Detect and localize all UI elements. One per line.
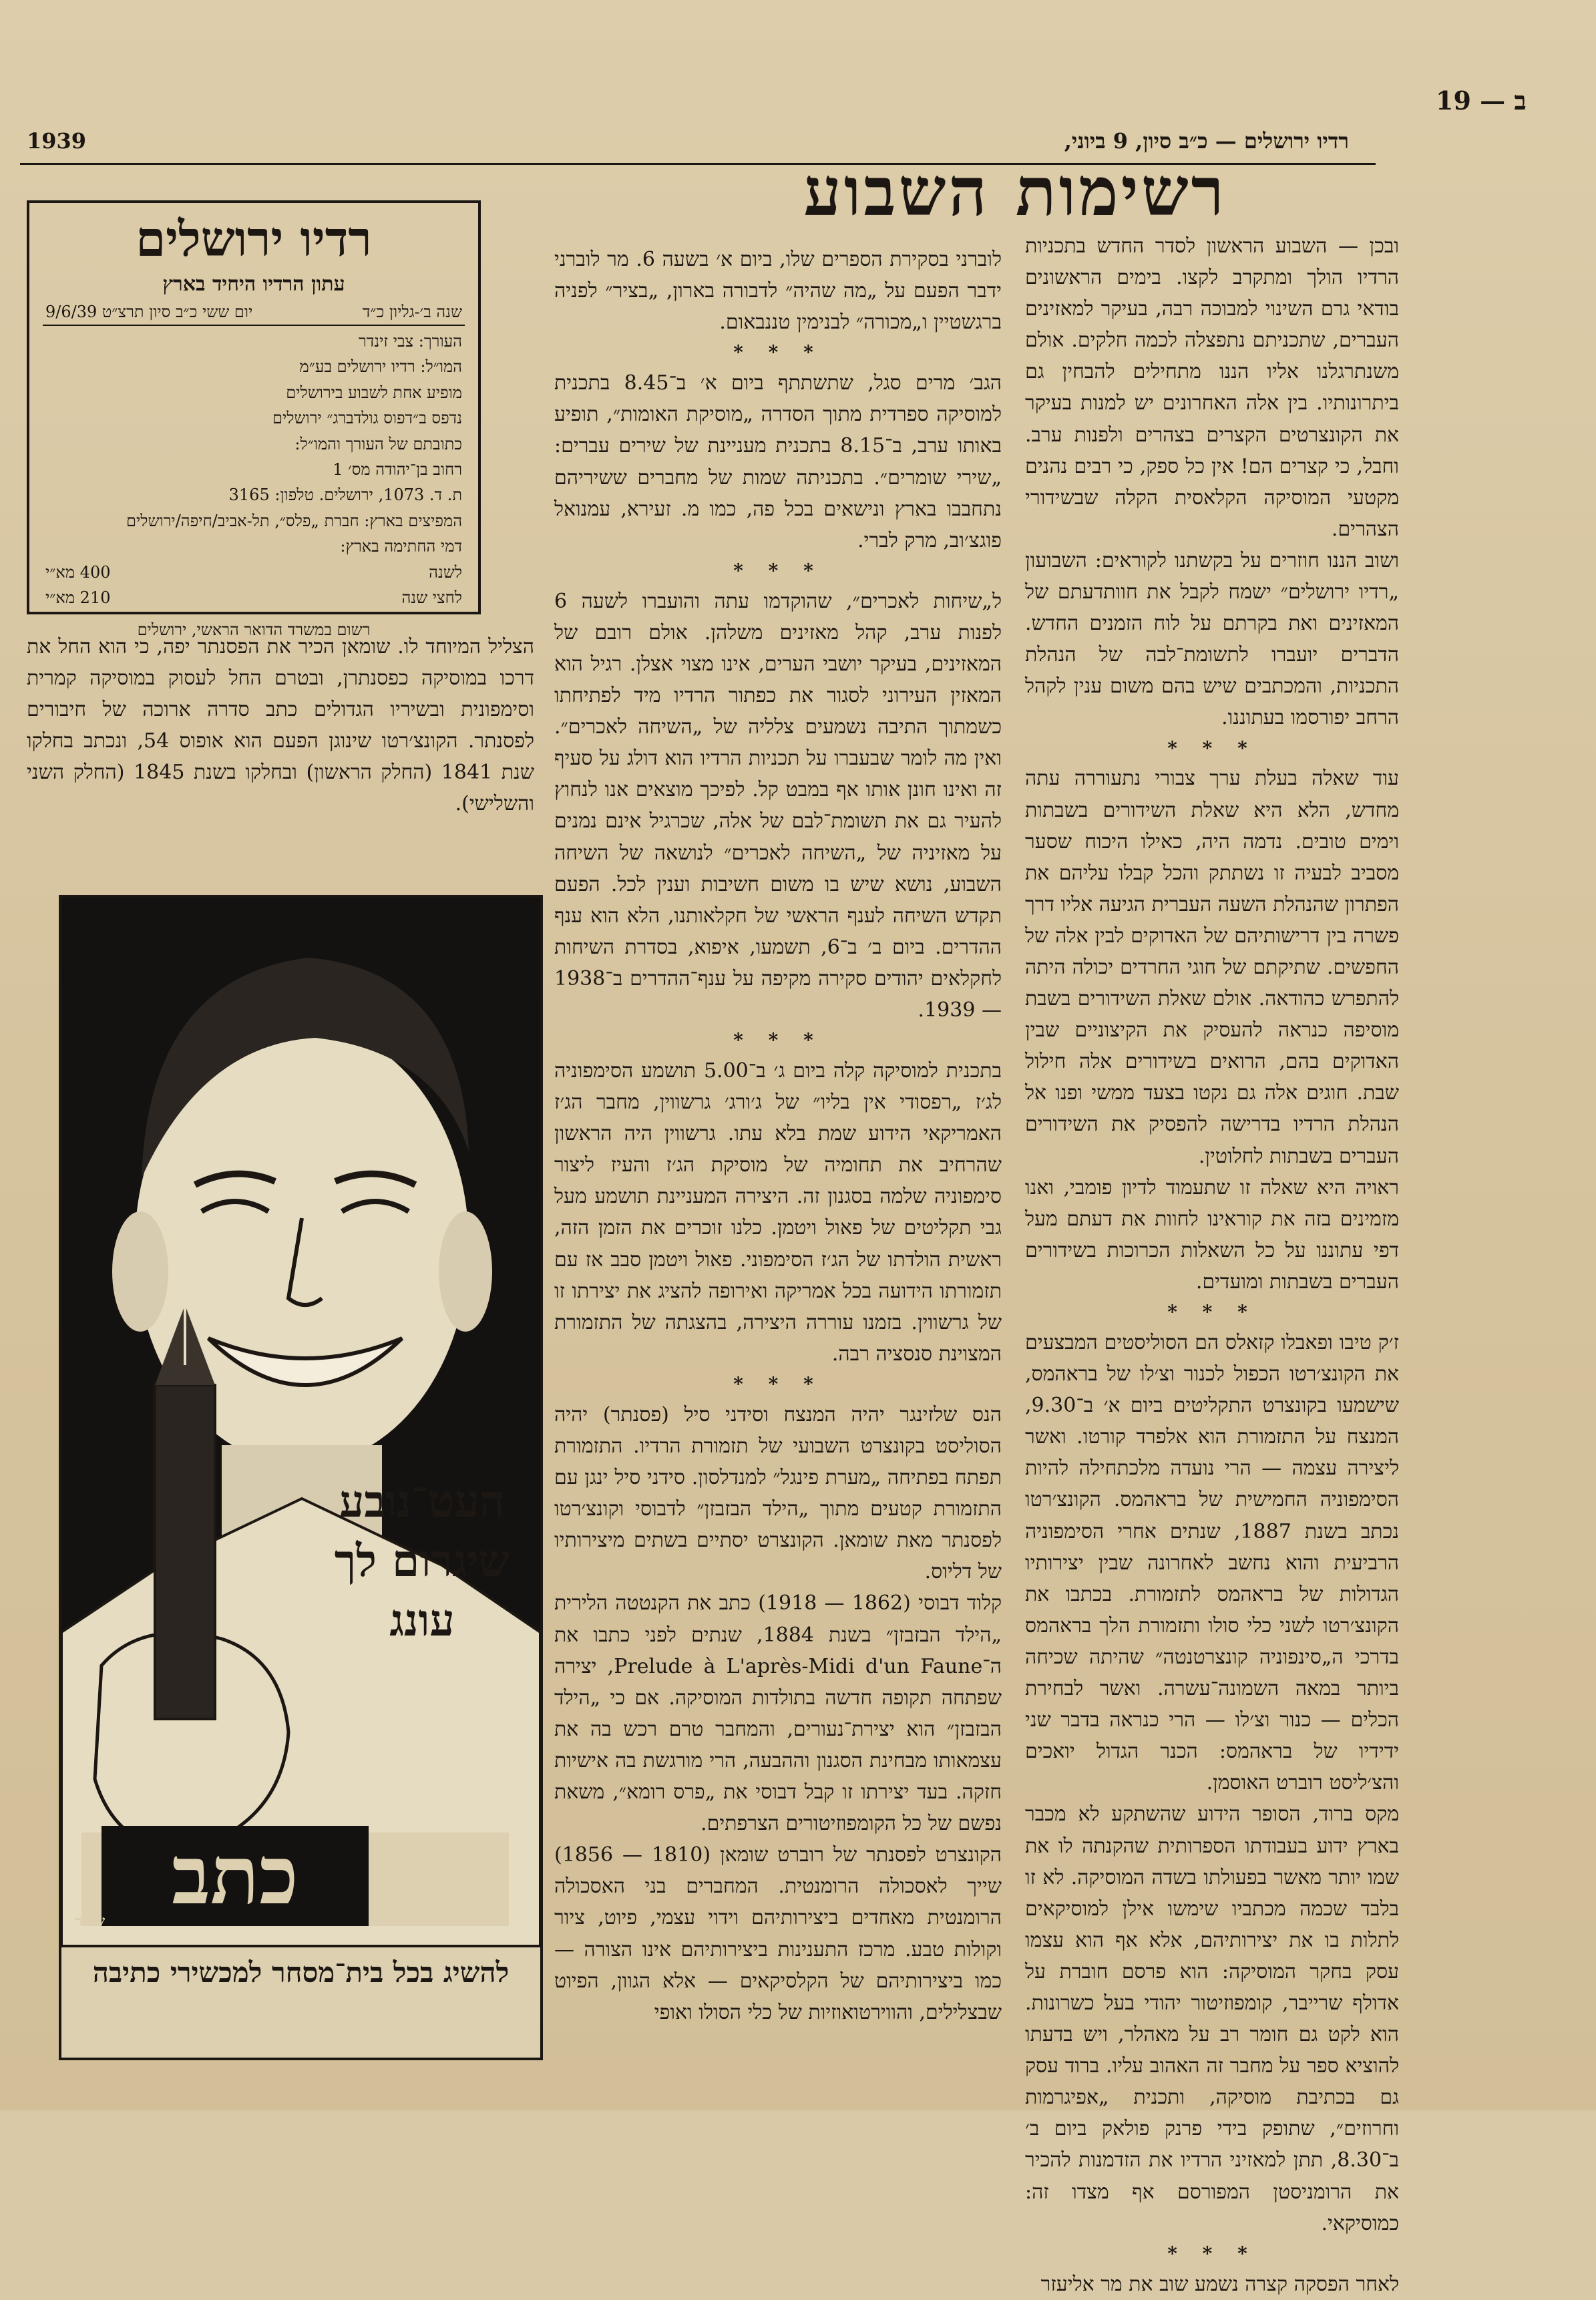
masthead-name: רדיו ירושלים: [136, 210, 372, 267]
running-head-year: 1939: [27, 128, 87, 154]
article-column-1: [1025, 230, 1399, 2296]
section-separator: * * *: [1167, 1301, 1257, 1324]
article-column-2: [554, 244, 1002, 2087]
article-column-3: [27, 631, 534, 858]
smiling-man-with-pen-illustration: [61, 898, 540, 1946]
paragraph: הקונצרט לפסנתר של רוברט שומאן (1810 — 1856) שייך לאסכולה הרומנטית. המחברים בני האסכולה הרומנטית מאחדים ביצירותיהם וידוי עצמי, פיוט, ציור וקולות טבע. מרכז התענינות ביצירותיהם אינו הצורה — כמו ביצירותיהם של הקלסיקאים — אלא הגוון, הפיוט שבצלילים, והווירטואוזיות של כלי הסולו ואופי: [554, 1843, 1002, 2024]
maker-mark: שמיר: [75, 1913, 106, 1930]
page-number: ב — 19: [1436, 85, 1527, 116]
section-separator: * * *: [733, 1372, 823, 1395]
paragraph: עוד שאלה בעלת ערך צבורי נתעוררה עתה מחדש, הלא היא שאלת השידורים בשבתות וימים טובים. נדמה היה, כאילו היכוח שסער מסביב לבעיה זו נשתתק והכל קבלו עליהם את הפתרון שהנהלת השעה העברית הגיעה אליו דרך פשרה בין דרישותיהם של האדוקים לבין אלה של החפשים. שתיקתם של חוגי החרדים יכולה היתה להתפרש כהודאה. אולם שאלת השידורים בשבת מוסיפה כנראה להעסיק את הקיצוניים שבין האדוקים בהם, הרואים בשידורים אלה חילול שבת. חוגים אלה גם נקטו בצעד ממשי ופנו אל הנהלת הרדיו בדרישה להפסיק את השידורים העברים בשבתות לחלוטין.: [1025, 767, 1399, 1168]
pobox-line: ת. ד. 1073, ירושלים. טלפון: 3165: [228, 486, 462, 505]
section-separator: * * *: [1167, 2242, 1257, 2265]
paragraph: ושוב הננו חוזרים על בקשתנו לקוראים: השבועון „רדיו ירושלים״ ישמח לקבל את חוותדעתם של המאזינים ואת בקרתם על לוח הזמנים החדש. הדברים יועברו לתשומת־לבה של הנהלת התכניות, והמכתבים שיש בהם משום ענין לקהל הרחב יפורסמו בעתוננו.: [1025, 548, 1399, 730]
distributors-line: המפיצים בארץ: חברת „פלס״, תל-אביב/חיפה/ירושלים: [126, 511, 462, 530]
editor-line: העורך: צבי זינדר: [358, 332, 462, 351]
paragraph: לאחר הפסקה קצרה נשמע שוב את מר אליעזר: [1040, 2272, 1399, 2296]
paragraph: ל„שיחות לאכרים״, שהוקדמו עתה והועברו לשעה 6 לפנות ערב, קהל מאזינים משלהן. אולם רובם של המאזינים, בעיקר יושבי הערים, אינו מצוי אצלן. רגיל הוא המאזין העירוני לסגור את כפתור הרדיו מיד לפתיחתו כשמתוך התיבה נשמעים צלליה של „השיחה לאכרים״. ואין מה לומר שבעברו על תכניות הרדיו הוא דולג על סעיף זה ואינו חונן אותו אף במבט קל. לפיכך מוצאים אנו לנחוץ להעיר גם את תשומת־לבם של אלה, שכרגיל אינם נמנים על מאזיניה של „השיחה לאכרים״ לנושאה של השיחה השבוע, נושא שיש בו משום חשיבות וענין לכל. הפעם תקדש השיחה לענף הראשי של חקלאותנו, הלא הוא ענף ההדרים. ביום ב׳ ב־6, תשמעו, איפוא, בסדרת השיחות לחקלאים יהודים סקירה מקיפה על ענף־ההדרים ב־1938 — 1939.: [554, 589, 1002, 1022]
half-label: לחצי שנה: [401, 588, 462, 607]
paragraph: בתכנית למוסיקה קלה ביום ג׳ ב־5.00 תושמע הסימפוניה לג׳ז „רפסודי אין בליו״ של ג׳ורג׳ גרשווין, מחבר הג׳ז האמריקאי הידוע שמת בלא עתו. גרשווין היה הראשון שהרחיב את תחומיה של מוסיקת הג׳ז והעיז ליצור סימפוניה שלמה בסגנון זה. היצירה המעניינת תושמע מעל גבי תקליטים של פאול ויטמן. כלנו זוכרים את הזמן הזה, ראשית הולדתו של הג׳ז הסימפוני. פאול ויטמן סבב אז עם תזמורתו הידועה בכל אמריקה ואירופה להציג את יצירתו זו של גרשווין. בזמנו עוררה היצירה, בהצגתה של התזמורת המצוינת סנסציה רבה.: [554, 1059, 1002, 1366]
address-line: רחוב בן־יהודה מס׳ 1: [333, 459, 462, 479]
address-label: כתובתם של העורך והמו״ל:: [294, 434, 462, 453]
issue-number: שנה ב׳-גליון כ״ד: [362, 303, 462, 321]
paragraph: ז׳ק טיבו ופאבלו קזאלס הם הסוליסטים המבצעים את הקונצ׳רטו הכפול לכנור וצ׳לו של בראהמס, שישמעו בקונצרט התקליטים ביום א׳ ב־9.30, המנצח על התזמורת הוא אלפרד קורטו. ואשר ליצירה עצמה — הרי נועדה מלכתחילה להיות הסימפוניה החמישית של בראהמס. הקונצ׳רטו נכתב בשנת 1887, שנתים אחרי הסימפוניה הרביעית והוא נחשב לאחרונה שבין יצירותיו הגדולות של בראהמס לתזמורת. בכתבו את הקונצ׳רטו לשני כלי סולו ותזמורת הלך בראהמס בדרכי ה„סינפוניה קונצרטנטה״ שהיתה שכיחה ביותר במאה השמונה־עשרה. ואשר לבחירת הכלים — כנור וצ׳לו — הרי כנראה בדבר שני ידידיו של בראהמס: הכנר הגדול יואכים והצ׳ליסט רוברט האוסמן.: [1025, 1331, 1399, 1795]
issue-line: [29, 303, 478, 322]
masthead-subtitle: עתון הרדיו היחיד בארץ: [162, 272, 345, 296]
paragraph: ובכן — השבוע הראשון לסדר החדש בתכניות הרדיו הולך ומתקרב לקצו. בימים הראשונים בודאי גרם השינוי למבוכה רבה, בעיקר למאזינים העברים, שתכניתם נתפצלה לכמה חלקים. אולם משנתרגלנו אליו הננו מתחילים להבחין גם ביתרונותיו. בין אלה האחרונים יש למנות בעיקר את הקונצרטים הקצרים בצהרים ולפנות ערב. וחבל, כי קצרים הם! אין כל ספק, כי רבים נהנים מקטעי המוסיקה הקלאסית הקלה שבשידורי הצהרים.: [1025, 234, 1399, 541]
ad-slogan: העט־נובע שיגרום לך עונג: [334, 1475, 510, 1647]
frequency-line: מופיע אחת לשבוע בירושלים: [286, 383, 462, 402]
ad-brand-logo: כתב: [102, 1826, 369, 1926]
year-label: לשנה: [429, 562, 462, 582]
subscription-year: [29, 560, 478, 585]
paragraph: קלוד דבוסי (1862 — 1918) כתב את הקנטטה הלירית „הילד הבזבזן״ בשנת 1884, שנתים לפני כתבו את ה־Prelude à L'après-Midi d'un Faune, יצירה שפתחה תקופה חדשה בתולדות המוסיקה. אם כי „הילד הבזבזן״ הוא יצירת־נעורים, והמחבר טרם רכש בה את עצמאותו מבחינת הסגנון וההבעה, הרי מורגשת בה אישיות חזקה. בעד יצירתו זו קבל דבוסי את „פרס רומא״, משאת נפשם של כל הקומפוזיטורים הצרפתים.: [554, 1591, 1002, 1836]
paragraph: לוברני בסקירת הספרים שלו, ביום א׳ בשעה 6. מר לוברני ידבר הפעם על „מה שהיה״ לדבורה בארון, „בציר״ לפניה ברגשטיין ו„מכורה״ לבנימין טננבאום.: [554, 248, 1002, 335]
section-separator: * * *: [1167, 737, 1257, 759]
paragraph: הצליל המיוחד לו. שומאן הכיר את הפסנתר יפה, כי הוא החל את דרכו במוסיקה כפסנתרן, ובטרם החל לעסוק במוסיקה קמרית וסימפונית ובשיריו הגדולים כתב סדרה ארוכה של חיבורים לפסנתר. הקונצ׳רטו שינוגן הפעם הוא אופוס 54, ונכתב בחלקו שנת 1841 (החלק הראשון) ובחלקו בשנת 1845 (החלק השני והשלישי).: [27, 635, 535, 816]
year-price: 400 מא״י: [45, 562, 111, 582]
half-price: 210 מא״י: [45, 588, 111, 607]
article-title: רשימות השבוע: [803, 152, 1227, 231]
ad-bottom-text: להשיג בכל בית־מסחר למכשירי כתיבה: [92, 1956, 510, 1989]
running-head-text: רדיו ירושלים — כ״ב סיון, 9 ביוני,: [1064, 128, 1349, 154]
subscription-half: [29, 585, 478, 610]
masthead-rule: [43, 325, 465, 326]
masthead-box: [27, 200, 481, 640]
publisher-line: המו״ל: רדיו ירושלים בע״מ: [299, 357, 462, 377]
paragraph: הגב׳ מרים סגל, שתשתתף ביום א׳ ב־8.45 בתכנית למוסיקה ספרדית מתוך הסדרה „מוסיקת האומות״, תופיע באותו ערב, ב־8.15 בתכנית מעניינת של שירים עברים: „שירי שומרים״. בתכניתה שמות של מחברים ששיריהם נתחבבו בארץ ונישאים בכל פה, כמו מ. זעירא, עמנואל פוגצ׳וב, מרק לברי.: [554, 371, 1002, 552]
issue-date: יום ששי כ״ב סיון תרצ״ט 9/6/39: [45, 303, 253, 321]
masthead-rule: [43, 613, 465, 614]
pen-advertisement: [59, 895, 543, 2060]
section-separator: * * *: [733, 341, 823, 364]
printer-line: נדפס ב״דפוס גולדברג״ ירושלים: [272, 409, 462, 428]
running-head: [27, 128, 1349, 154]
paragraph: ראויה היא שאלה זו שתעמוד לדיון פומבי, ואנו מזמינים בזה את קוראינו לחוות את דעתם מעל דפי עתוננו על כל השאלות הכרוכות בשידורים העברים בשבתות ומועדים.: [1025, 1175, 1399, 1294]
subscription-label: דמי החתימה בארץ:: [340, 537, 462, 556]
section-separator: * * *: [733, 559, 823, 582]
registration-line: רשום במשרד הדואר הראשי, ירושלים: [137, 620, 371, 640]
paragraph: הנס שלזינגר יהיה המנצח וסידני סיל (פסנתר) יהיה הסוליסט בקונצרט השבועי של תזמורת הרדיו. התזמורת תפתח בפתיחה „מערת פינגל״ למנדלסון. סידני סיל ינגן עם התזמורת קטעים מתוך „הילד הבזבזן״ לדבוסי וקונצ׳רטו לפסנתר מאת שומאן. הקונצרט יסתיים בשתים מיצירותיו של דליוס.: [554, 1402, 1002, 1584]
section-separator: * * *: [733, 1029, 823, 1052]
paragraph: מקס ברוד, הסופר הידוע שהשתקע לא מכבר בארץ ידוע בעבודתו הספרותית שהקנתה לו את שמו יותר מאשר בפעולתו בשדה המוסיקה. לא זו בלבד שכמה מכתביו שימשו אילן למוסיקאים לתלות בו את יצירותיהם, אלא אף הוא עצמו עסק בחקר המוסיקה: הוא פרסם חוברת על אדולף שרייבר, קומפוזיטור יהודי בעל כשרונות. הוא לקט גם חומר רב על מאהלר, ויש בדעתו להוציא ספר על מחבר זה האהוב עליו. ברוד עסק גם בכתיבת מוסיקה, ותכנית „אפיגרמות וחרוזים״, שתופק בידי פרנק פולאק ביום ב׳ ב־8.30, תתן למאזיני הרדיו את הזדמנות להכיר את הרומניסטן המפורסם אף מצדו זה: כמוסיקאי.: [1025, 1802, 1399, 2235]
